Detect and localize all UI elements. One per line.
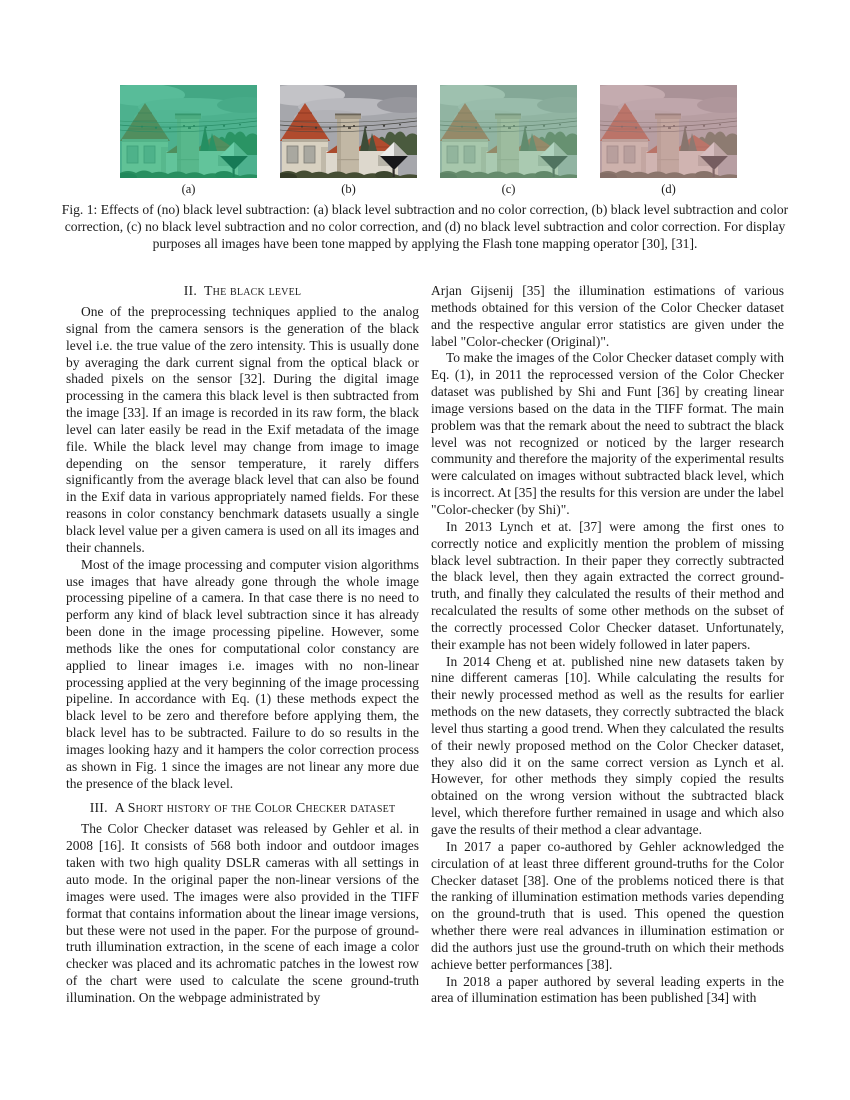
section-number: II. [183,283,198,298]
house-photo-b [280,85,417,178]
paragraph-history-2011: To make the images of the Color Checker dataset comply with Eq. (1), in 2011 the reprocessed version of the Color Checker dataset was published by Shi and Funt [36] by creating linear image versions based on the data in the TIFF format. The main problem was that the remark about the need to subtract the black level was not recognized or noticed by the larger research community and therefore the majority of the experimental results were calculated on images without subtracted black level, which is incorrect. At [35] the results for this version are under the label "Color-checker (by Shi)". [431,350,784,517]
paragraph-history-2013: In 2013 Lynch et at. [37] were among the first ones to correctly notice and explicitly mention the problem of missing black level subtraction. In their paper they correctly subtracted the black level, then they again extracted the correct ground-truth, and finally they calculated the results of their method and recalculated the results of some other methods on the subset of the correctly processed Color Checker dataset. Unfortunately, their example has not been widely followed in later papers. [431,518,784,652]
panel-label-d: (d) [661,182,676,196]
section-title: The black level [204,283,302,298]
figure-1 [120,85,737,197]
figure-1-panels [120,85,737,197]
figure-1-panel-b [280,85,417,197]
section-2-heading [66,283,419,299]
paragraph-history-1: The Color Checker dataset was released by Gehler et al. in 2008 [16]. It consists of 568 both indoor and outdoor images taken with two high quality DSLR cameras with all settings in auto mode. In the original paper the non-linear versions of the images were used. The images were also provided in the TIFF format that contains information about the linear image versions, but these were not used in the paper. For the purpose of ground-truth illumination extraction, in the scene of each image a color checker was placed and its achromatic patches in the lowest row of the chart were used to calculate the scene ground-truth illumination. On the webpage administrated by [66,821,419,1005]
house-photo-a [120,85,257,178]
figure-1-panel-c [440,85,577,197]
tint-overlay [600,85,737,178]
paragraph-black-level-2: Most of the image processing and computer vision algorithms use images that have already gone through the whole image processing pipeline of a camera. In that case there is no need to perform any kind of black level subtraction since it has already been done in the image processing pipeline. However, some methods like the ones for computational color constancy are applied to linear images i.e. images with no non-linear processing applied at the very beginning of the image processing pipeline. In accordance with Eq. (1) these methods expect the black level to be zero and therefore before applying them, the black level has to be subtracted. Failure to do so results in the images looking hazy and it hampers the color correction process as shown in Fig. 1 since the images are not linear any more due the presence of the black level. [66,556,419,791]
tint-overlay [120,85,257,178]
panel-label-c: (c) [501,182,516,196]
paragraph-history-1-continued: Arjan Gijsenij [35] the illumination estimations of various methods obtained for this version of the Color Checker dataset and the respective angular error statistics are given under the label "Color-checker (Original)". [431,283,784,349]
tint-overlay [280,85,417,178]
paragraph-history-2014: In 2014 Cheng et at. published nine new datasets taken by nine different cameras [10]. While calculating the results for their newly processed method as well as the results for earlier methods on the new datasets, they correctly subtracted the black level thus starting a good trend. When they calculated the results of their newly proposed method on the Color Checker dataset, they also did it on the same correct version as Lynch et al. However, for other methods they simply copied the results obtained on the wrong version without the subtracted black level, which therefore further remained in usage and which also gave the results of their method a clear advantage. [431,653,784,837]
left-column [66,283,419,1007]
house-photo-d [600,85,737,178]
house-photo-c [440,85,577,178]
paragraph-black-level-1: One of the preprocessing techniques applied to the analog signal from the camera sensors is the generation of the black level i.e. the true value of the zero intensity. This is usually done by averaging the dark current signal from the optical black or shaded pixels on the sensor [32]. During the digital image processing in the camera this black level is then subtracted from the image [33]. If an image is recorded in its raw form, the black level can later easily be read in the Exif metadata of the image file. While the black level may change from image to image depending on the sensor temperature, it rarely differs significantly from the average black level that can also be found in the Exif data in various appropriately named fields. For these reasons in color constancy benchmark datasets usually a single black level value per a given camera is used on all its images and their channels. [66,304,419,555]
figure-1-panel-a [120,85,257,197]
tint-overlay [440,85,577,178]
figure-1-panel-d [600,85,737,197]
paragraph-history-2017: In 2017 a paper co-authored by Gehler acknowledged the circulation of at least three different ground-truths for the Color Checker dataset [38]. One of the problems noticed there is that the ranking of illumination estimation methods varies depending on the ground-truth that is used. This opened the question whether there were real advances in illumination estimation or did the authors just use the ground-truth on which their methods achieve better performances [38]. [431,838,784,972]
section-title: A Short history of the Color Checker dataset [114,800,396,816]
panel-label-a: (a) [181,182,196,196]
figure-1-caption: Fig. 1: Effects of (no) black level subtraction: (a) black level subtraction and no color correction, (b) black level subtraction and color correction, (c) no black level subtraction and no color correction, and (d) no black level subtraction and color correction. For display purposes all images have been tone mapped by applying the Flash tone mapping operator [30], [31]. [61,202,789,252]
right-column [431,283,784,1007]
body-columns [66,283,784,1007]
section-number: III. [89,800,108,816]
section-3-heading [66,800,419,816]
paragraph-history-2018: In 2018 a paper authored by several leading experts in the area of illumination estimation has been published [34] with [431,973,784,1006]
panel-label-b: (b) [341,182,356,196]
